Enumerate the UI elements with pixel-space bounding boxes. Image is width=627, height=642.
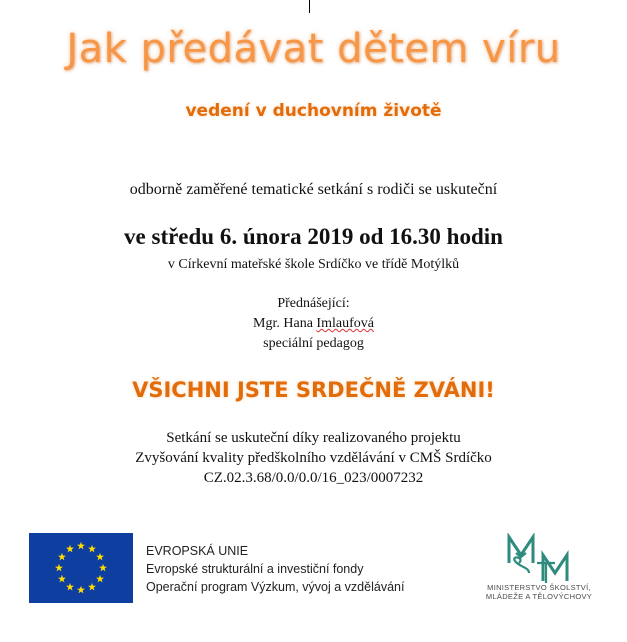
- msmt-line-1: MINISTERSTVO ŠKOLSTVÍ,: [487, 583, 591, 592]
- eu-star-icon: [96, 575, 104, 583]
- eu-star-icon: [58, 553, 66, 561]
- invitation-heading: VŠICHNI JSTE SRDEČNĚ ZVÁNI!: [132, 378, 495, 402]
- eu-funding-text: [146, 542, 404, 596]
- msmt-logo-icon: [503, 533, 575, 589]
- eu-star-icon: [99, 564, 107, 572]
- speaker-name: [0, 316, 627, 332]
- eu-star-icon: [58, 575, 66, 583]
- eu-star-icon: [96, 553, 104, 561]
- eu-star-icon: [77, 542, 85, 550]
- project-code: CZ.02.3.68/0.0/0.0/16_023/0007232: [203, 470, 424, 486]
- eu-star-icon: [66, 583, 74, 591]
- speaker-role: speciální pedagog: [263, 336, 364, 351]
- project-line-2: Zvyšování kvality předškolního vzdělávání v CMŠ Srdíčko: [135, 450, 492, 466]
- eu-line-1: EVROPSKÁ UNIE: [146, 544, 249, 558]
- eu-star-icon: [88, 583, 96, 591]
- poster-title: Jak předávat dětem víru: [66, 26, 561, 72]
- eu-line-2: Evropské strukturální a investiční fondy: [146, 562, 364, 576]
- poster-subtitle: vedení v duchovním životě: [185, 101, 442, 121]
- speaker-name-prefix: Mgr. Hana: [253, 316, 317, 331]
- eu-stars: [29, 533, 133, 603]
- eu-line-3: Operační program Výzkum, vývoj a vzdělávání: [146, 580, 405, 594]
- eu-star-icon: [77, 586, 85, 594]
- eu-star-icon: [88, 545, 96, 553]
- intro-text: odborně zaměřené tematické setkání s rodiči se uskuteční: [129, 181, 498, 198]
- text-cursor: [309, 0, 310, 13]
- speaker-surname: Imlaufová: [316, 316, 374, 331]
- msmt-line-2: MLÁDEŽE A TĚLOVÝCHOVY: [485, 592, 593, 601]
- project-line-1: Setkání se uskuteční díky realizovaného projektu: [166, 430, 461, 446]
- eu-star-icon: [55, 564, 63, 572]
- eu-star-icon: [66, 545, 74, 553]
- event-place: v Církevní mateřské škole Srdíčko ve třídě Motýlků: [167, 257, 460, 272]
- speaker-label: Přednášející:: [277, 296, 350, 311]
- msmt-caption: [464, 583, 614, 601]
- event-date: ve středu 6. února 2019 od 16.30 hodin: [124, 224, 503, 249]
- eu-flag-icon: [29, 533, 133, 603]
